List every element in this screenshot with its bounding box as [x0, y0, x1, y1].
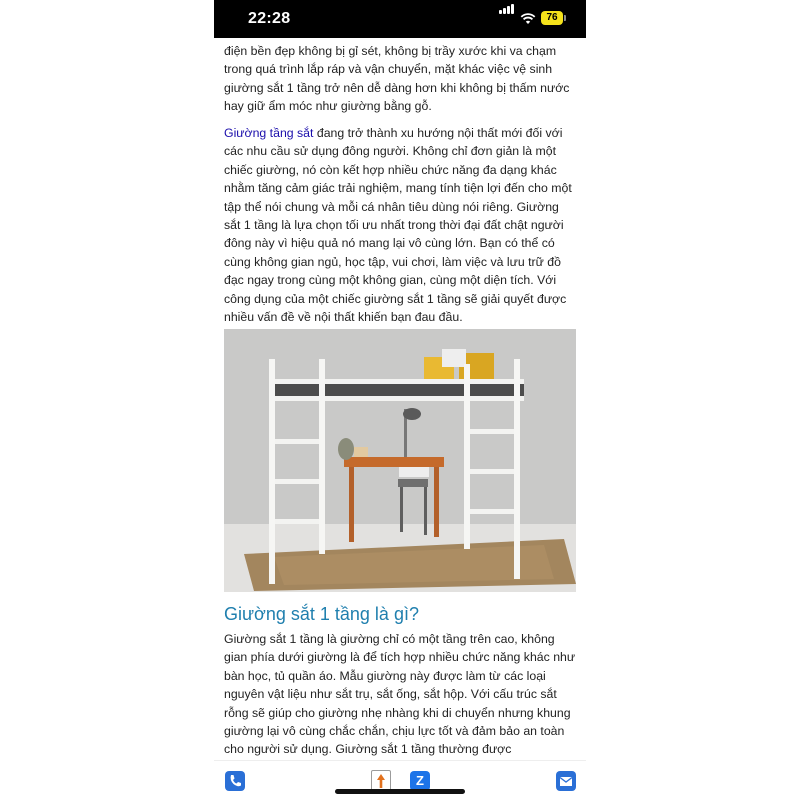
status-bar: [214, 0, 586, 38]
scroll-top-icon: [372, 771, 390, 791]
email-button[interactable]: [556, 771, 576, 791]
phone-screen: [214, 0, 586, 800]
section-heading: Giường sắt 1 tầng là gì?: [224, 604, 419, 624]
bunk-bed-link[interactable]: Giường tầng sắt: [224, 126, 314, 140]
paragraph-text: đang trở thành xu hướng nội thất mới đối với các nhu cầu sử dụng đông người. Không chỉ đơn giản là một chiếc giường, nó còn kết hợp nhiều chức năng đa dạng khác nhằm tăng cảm giác trải nghiệm, mang tính tiện lợi đến cho một tập thể nói chung và mỗi cá nhân tiêu dùng nói riêng. Giường sắt 1 tầng là lựa chọn tối ưu nhất trong thời đại đất chật người đông này vì hiệu quả nó mang lại vô cùng lớn. Bạn có thể có cùng không gian ngủ, học tập, vui chơi, làm việc và lưu trữ đồ đạc ngay trong cùng một không gian, cùng một diện tích. Với công dụng của một chiếc giường sắt 1 tầng sẽ giải quyết được nhiều vấn đề về nội thất khiến bạn đau đầu.: [224, 126, 572, 325]
wifi-icon: [520, 11, 536, 25]
home-indicator[interactable]: [335, 789, 465, 794]
zalo-button[interactable]: [410, 771, 430, 791]
loft-bed-photo: [224, 329, 576, 592]
article-content[interactable]: [224, 38, 576, 760]
article-paragraph: Giường sắt 1 tầng là giường chỉ có một tầng trên cao, không gian phía dưới giường là để tích hợp nhiều chức năng khác như bàn học, tủ quần áo. Mẫu giường này được làm từ các loại nguyên vật liệu như sắt trụ, sắt ống, sắt hộp. Với cấu trúc sắt rỗng sẽ giúp cho giường nhẹ nhàng khi di chuyển nhưng khung giường lại vô cùng chắc chắn, chịu lực tốt và đảm bảo an toàn cho người sử dụng. Giường sắt 1 tầng thường được: [224, 632, 576, 757]
zalo-icon: Z: [416, 773, 424, 788]
email-icon: [556, 771, 576, 791]
status-time: 22:28: [248, 10, 291, 27]
bottom-action-bar: [214, 760, 586, 800]
battery-tip: [564, 15, 566, 21]
call-button[interactable]: [225, 771, 245, 791]
article-paragraph: [224, 124, 576, 326]
battery-icon: 76: [541, 11, 563, 25]
phone-icon: [225, 771, 245, 791]
article-paragraph: điện bền đẹp không bị gỉ sét, không bị trầy xước khi va chạm trong quá trình lắp ráp và vận chuyển, mặt khác việc vệ sinh giường sắt 1 tầng trở nên dễ dàng hơn khi không bị thấm nước hay giữ ẩm móc như giường bằng gỗ.: [224, 44, 570, 114]
